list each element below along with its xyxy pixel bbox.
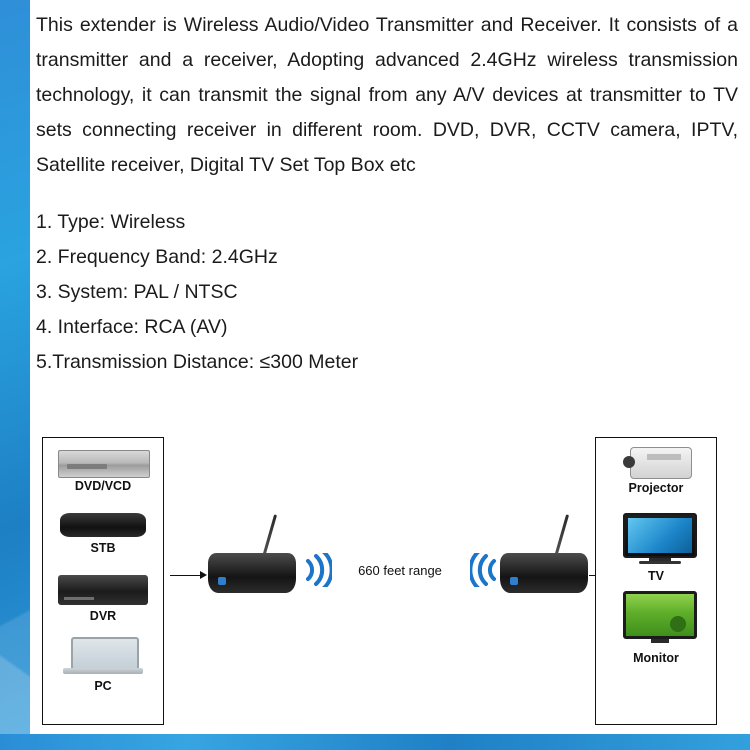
dvr-icon [58,575,148,605]
source-to-transmitter-line [170,575,202,576]
source-to-transmitter-arrow [200,571,207,579]
transmitter-unit [208,553,296,593]
laptop-pc-icon [63,637,143,675]
display-label-tv: TV [648,569,664,583]
spec-item-frequency-band: 2. Frequency Band: 2.4GHz [36,246,278,268]
decorative-bottom-band [0,734,750,750]
specs-list [30,205,750,380]
transmitter-antenna-icon [262,514,277,557]
set-top-box-icon [60,513,146,537]
range-label: 660 feet range [358,563,442,578]
product-intro-paragraph: This extender is Wireless Audio/Video Transmitter and Receiver. It consists of a transmitter and a receiver, Adopting advanced 2.4GHz wireless transmission technology, it can transmit the signal from any A/V devices at transmitter to TV sets connecting receiver in different room. DVD, DVR, CCTV camera, IPTV, Satellite receiver, Digital TV Set Top Box etc [36,14,738,176]
signal-wave-transmit-icon [304,553,332,592]
transmitter-led-icon [218,577,226,585]
source-label-dvd: DVD/VCD [74,479,132,493]
spec-item-interface: 4. Interface: RCA (AV) [36,316,228,338]
receiver-unit [500,553,588,593]
display-label-monitor: Monitor [633,651,679,665]
source-label-pc: PC [94,679,112,693]
decorative-left-band [0,0,30,750]
spec-item-transmission-distance: 5.Transmission Distance: ≤300 Meter [36,351,359,373]
spec-item-type: 1. Type: Wireless [36,211,186,233]
spec-item-system: 3. System: PAL / NTSC [36,281,238,303]
tv-icon [623,513,697,565]
source-label-dvr: DVR [89,609,117,623]
display-label-projector: Projector [628,481,684,495]
source-label-stb: STB [90,541,116,555]
content-area [30,0,750,734]
system-diagram [30,405,750,730]
dvd-player-icon [58,450,150,478]
projector-icon [630,447,692,479]
signal-wave-receive-icon [470,553,498,592]
receiver-antenna-icon [554,514,569,557]
monitor-icon [623,591,697,647]
receiver-led-icon [510,577,518,585]
